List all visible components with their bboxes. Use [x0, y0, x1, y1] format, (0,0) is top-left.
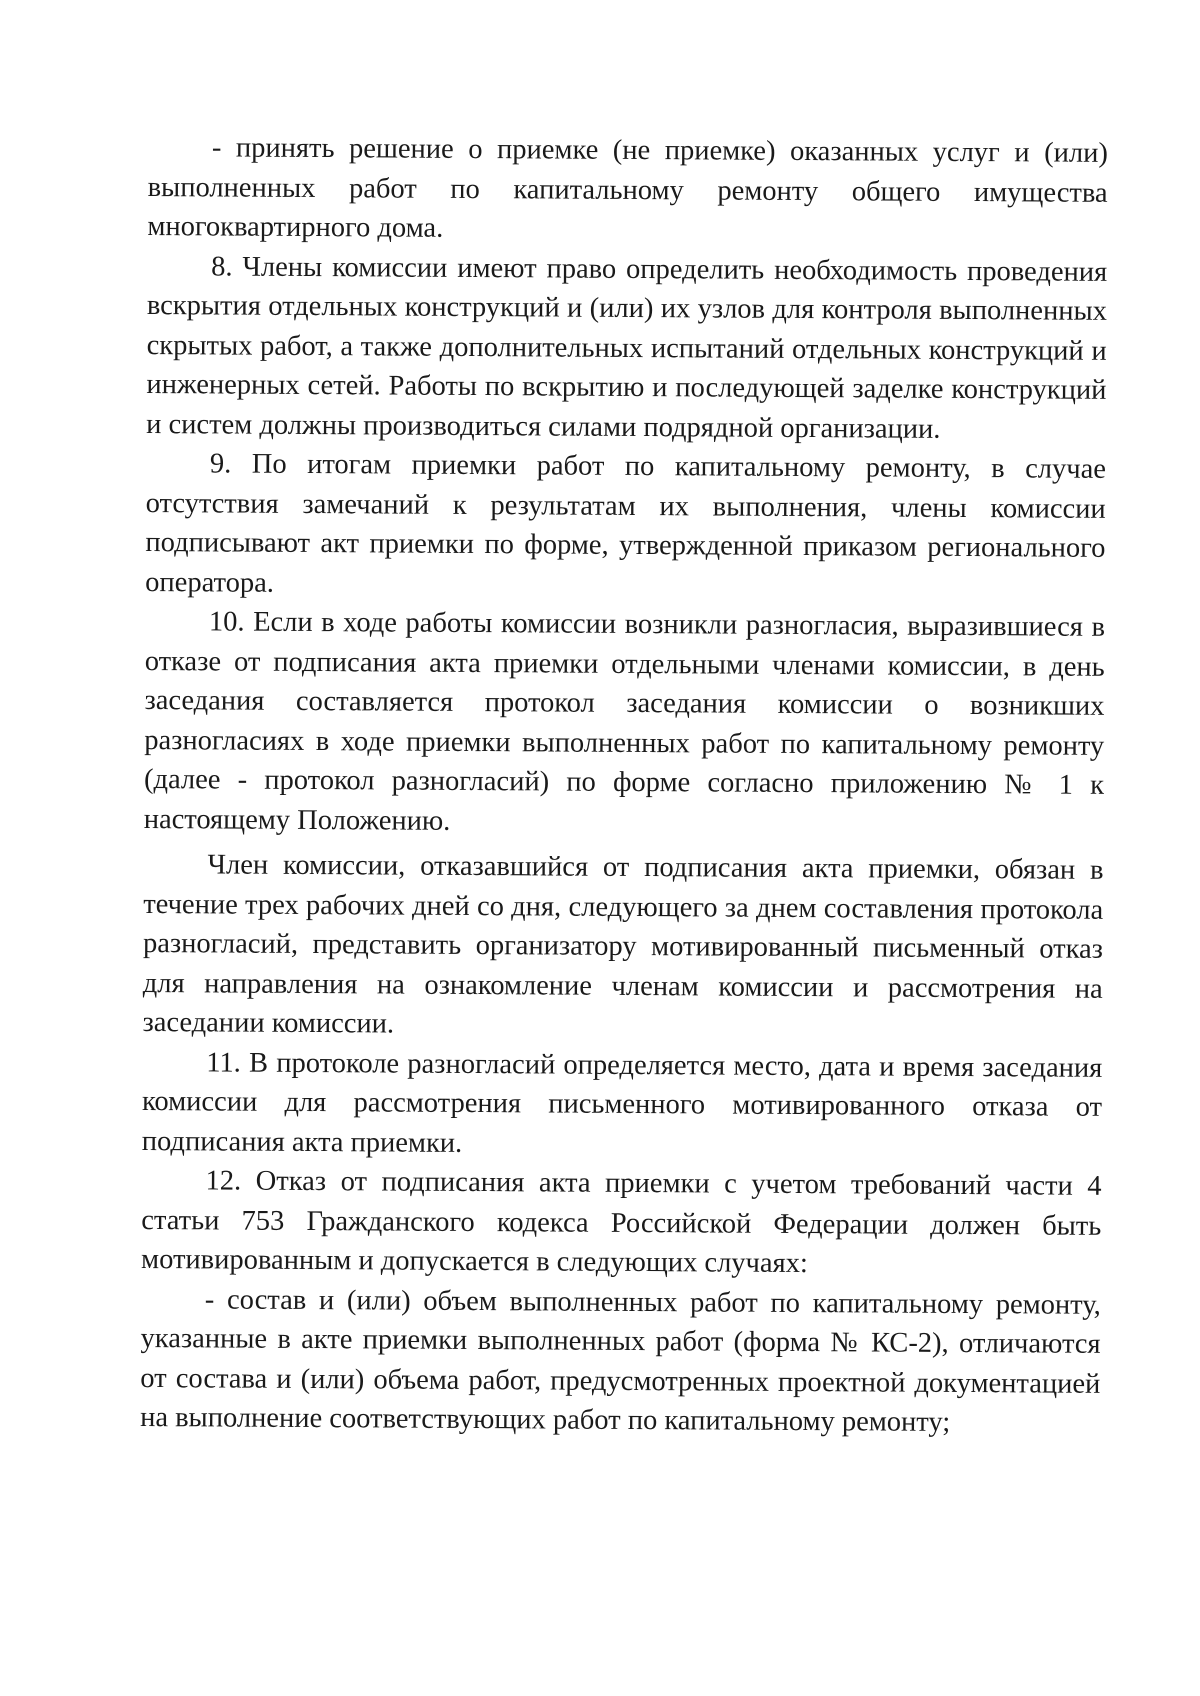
paragraph-item-10: 10. Если в ходе работы комиссии возникли разногласия, выразившиеся в отказе от подписания акта приемки отдельными членами комиссии, в день заседания составляется протокол заседания комиссии о возникших разногласиях в ходе приемки выполненных работ по капитальному ремонту (далее - протокол разногласий) по форме согласно приложению № 1 к настоящему Положению.	[143, 606, 1106, 837]
paragraph-scope-mismatch: - состав и (или) объем выполненных работ по капитальному ремонту, указанные в акте приемки выполненных работ (форма № КС-2), отличаются от состава и (или) объема работ, предусмотренных проектной документацией на выполнение соответствующих работ по капитальному ремонту;	[140, 1283, 1101, 1438]
document-page	[140, 128, 1108, 1443]
paragraph-refusal-member: Член комиссии, отказавшийся от подписания акта приемки, обязан в течение трех рабочих дней со дня, следующего за днем составления протокола разногласий, представить организатору мотивированный письменный отказ для направления на ознакомление членам комиссии и рассмотрения на заседании комиссии.	[142, 849, 1104, 1040]
paragraph-item-9: 9. По итогам приемки работ по капитальному ремонту, в случае отсутствия замечаний к результатам их выполнения, члены комиссии подписывают акт приемки по форме, утвержденной приказом регионального оператора.	[145, 448, 1107, 599]
paragraph-item-11: 11. В протоколе разногласий определяется место, дата и время заседания комиссии для рассмотрения письменного мотивированного отказа от подписания акта приемки.	[141, 1046, 1103, 1159]
paragraph-acceptance-decision: - принять решение о приемке (не приемке) оказанных услуг и (или) выполненных работ по капитальному ремонту общего имущества многоквартирного дома.	[147, 132, 1108, 244]
paragraph-item-8: 8. Члены комиссии имеют право определить необходимость проведения вскрытия отдельных конструкций и (или) их узлов для контроля выполненных скрытых работ, а также дополнительных испытаний отдельных конструкций и инженерных сетей. Работы по вскрытию и последующей заделке конструкций и систем должны производиться силами подрядной организации.	[146, 250, 1108, 445]
paragraph-item-12: 12. Отказ от подписания акта приемки с учетом требований части 4 статьи 753 Гражданского кодекса Российской Федерации должен быть мотивированным и допускается в следующих случаях:	[140, 1165, 1102, 1280]
